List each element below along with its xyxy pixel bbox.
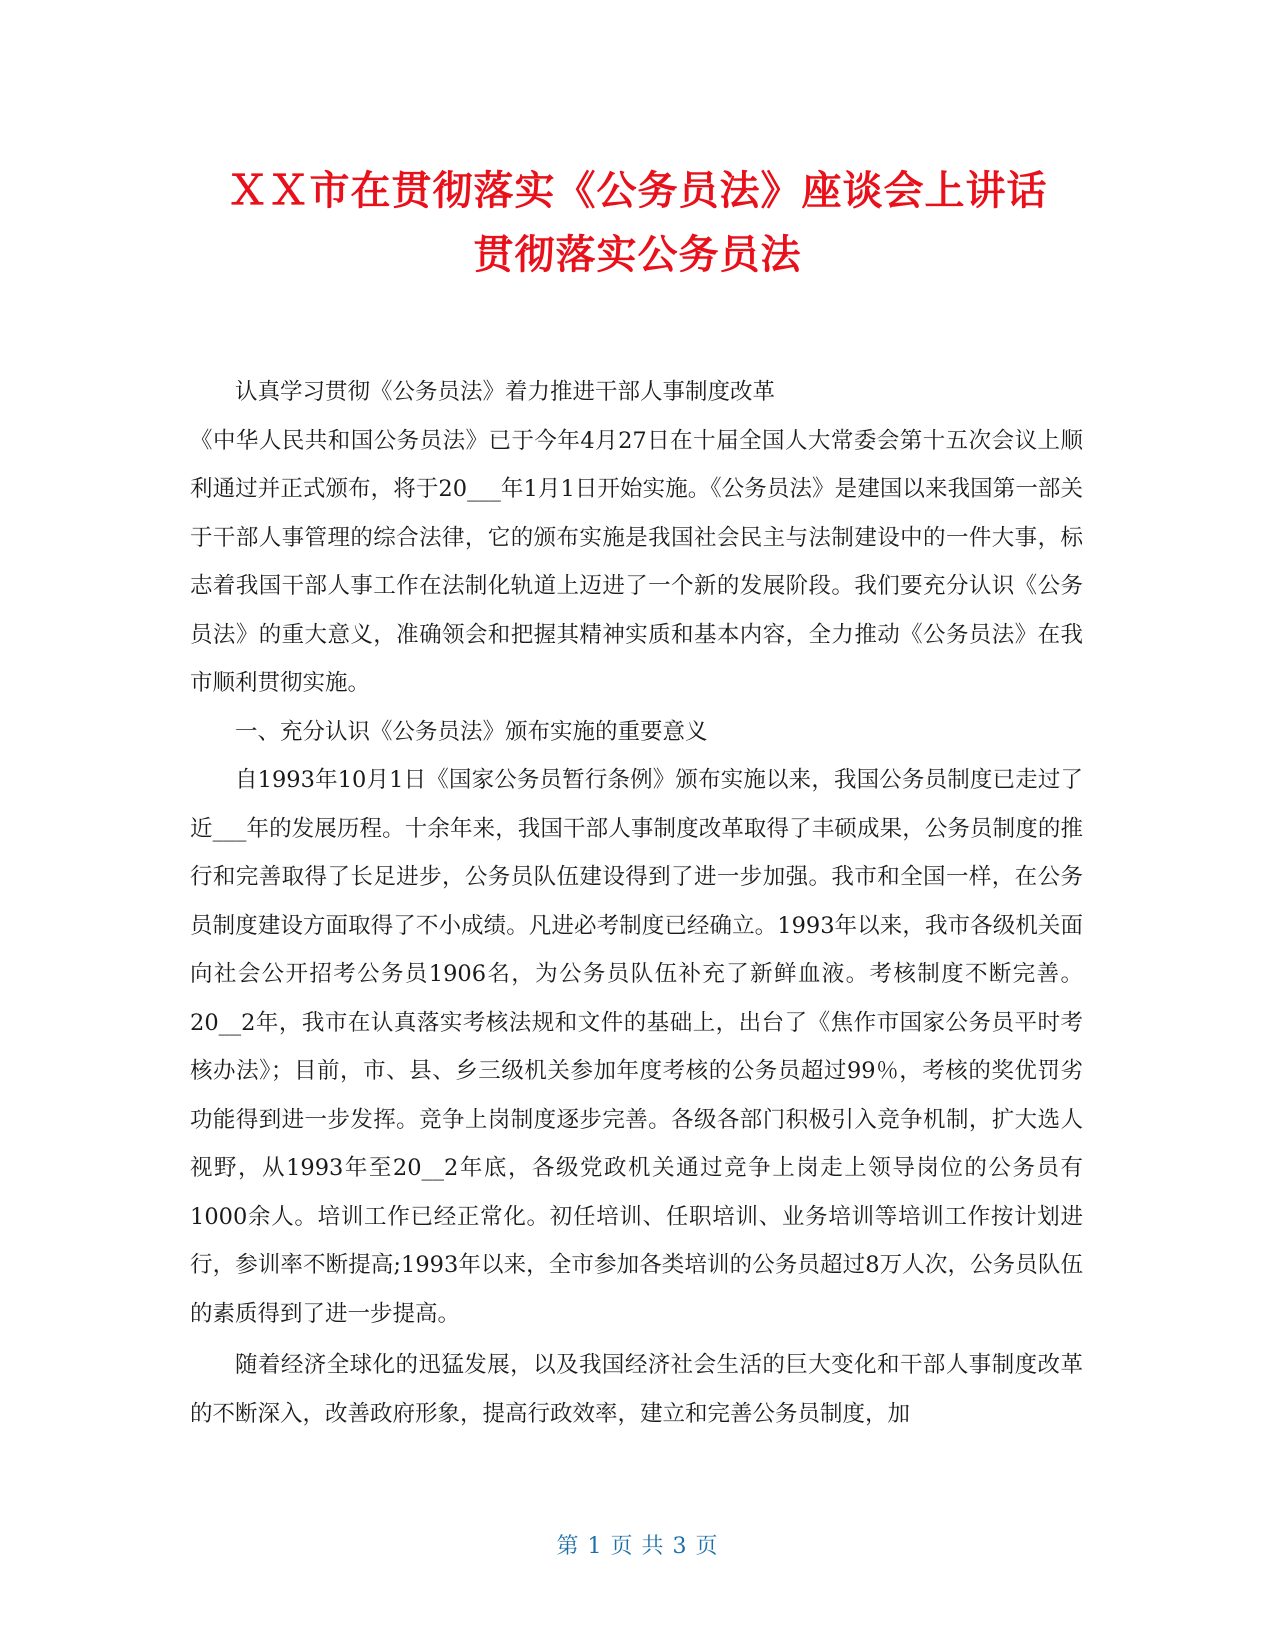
document-title: ＸＸ市在贯彻落实《公务员法》座谈会上讲话 (227, 168, 1048, 214)
section-heading: 一、充分认识《公务员法》颁布实施的重要意义 (235, 718, 708, 745)
document-body (190, 368, 1083, 1438)
page-number-footer: 第 1 页 共 3 页 (556, 1534, 719, 1559)
document-subtitle: 贯彻落实公务员法 (473, 232, 802, 278)
paragraph: 随着经济全球化的迅猛发展，以及我国经济社会生活的巨大变化和干部人事制度改革的不断深入，改善政府形象，提高行政效率，建立和完善公务员制度，加 (190, 1352, 1083, 1427)
paragraph: 《中华人民共和国公务员法》已于今年4月27日在十届全国人大常委会第十五次会议上顺利通过并正式颁布，将于20___年1月1日开始实施。《公务员法》是建国以来我国第一部关于干部人事管理的综合法律，它的颁布实施是我国社会民主与法制建设中的一件大事，标志着我国干部人事工作在法制化轨道上迈进了一个新的发展阶段。我们要充分认识《公务员法》的重大意义，准确领会和把握其精神实质和基本内容，全力推动《公务员法》在我市顺利贯彻实施。 (190, 427, 1083, 696)
paragraph: 自1993年10月1日《国家公务员暂行条例》颁布实施以来，我国公务员制度已走过了近___年的发展历程。十余年来，我国干部人事制度改革取得了丰硕成果，公务员制度的推行和完善取得了长足进步，公务员队伍建设得到了进一步加强。我市和全国一样，在公务员制度建设方面取得了不小成绩。凡进必考制度已经确立。1993年以来，我市各级机关面向社会公开招考公务员1906名，为公务员队伍补充了新鲜血液。考核制度不断完善。20__2年，我市在认真落实考核法规和文件的基础上，出台了《焦作市国家公务员平时考核办法》；目前，市、县、乡三级机关参加年度考核的公务员超过99％，考核的奖优罚劣功能得到进一步发挥。竞争上岗制度逐步完善。各级各部门积极引入竞争机制，扩大选人视野，从1993年至20__2年底，各级党政机关通过竞争上岗走上领导岗位的公务员有1000余人。培训工作已经正常化。初任培训、任职培训、业务培训等培训工作按计划进行，参训率不断提高;1993年以来，全市参加各类培训的公务员超过8万人次，公务员队伍的素质得到了进一步提高。 (190, 767, 1083, 1327)
paragraph-heading: 认真学习贯彻《公务员法》着力推进干部人事制度改革 (235, 379, 776, 405)
